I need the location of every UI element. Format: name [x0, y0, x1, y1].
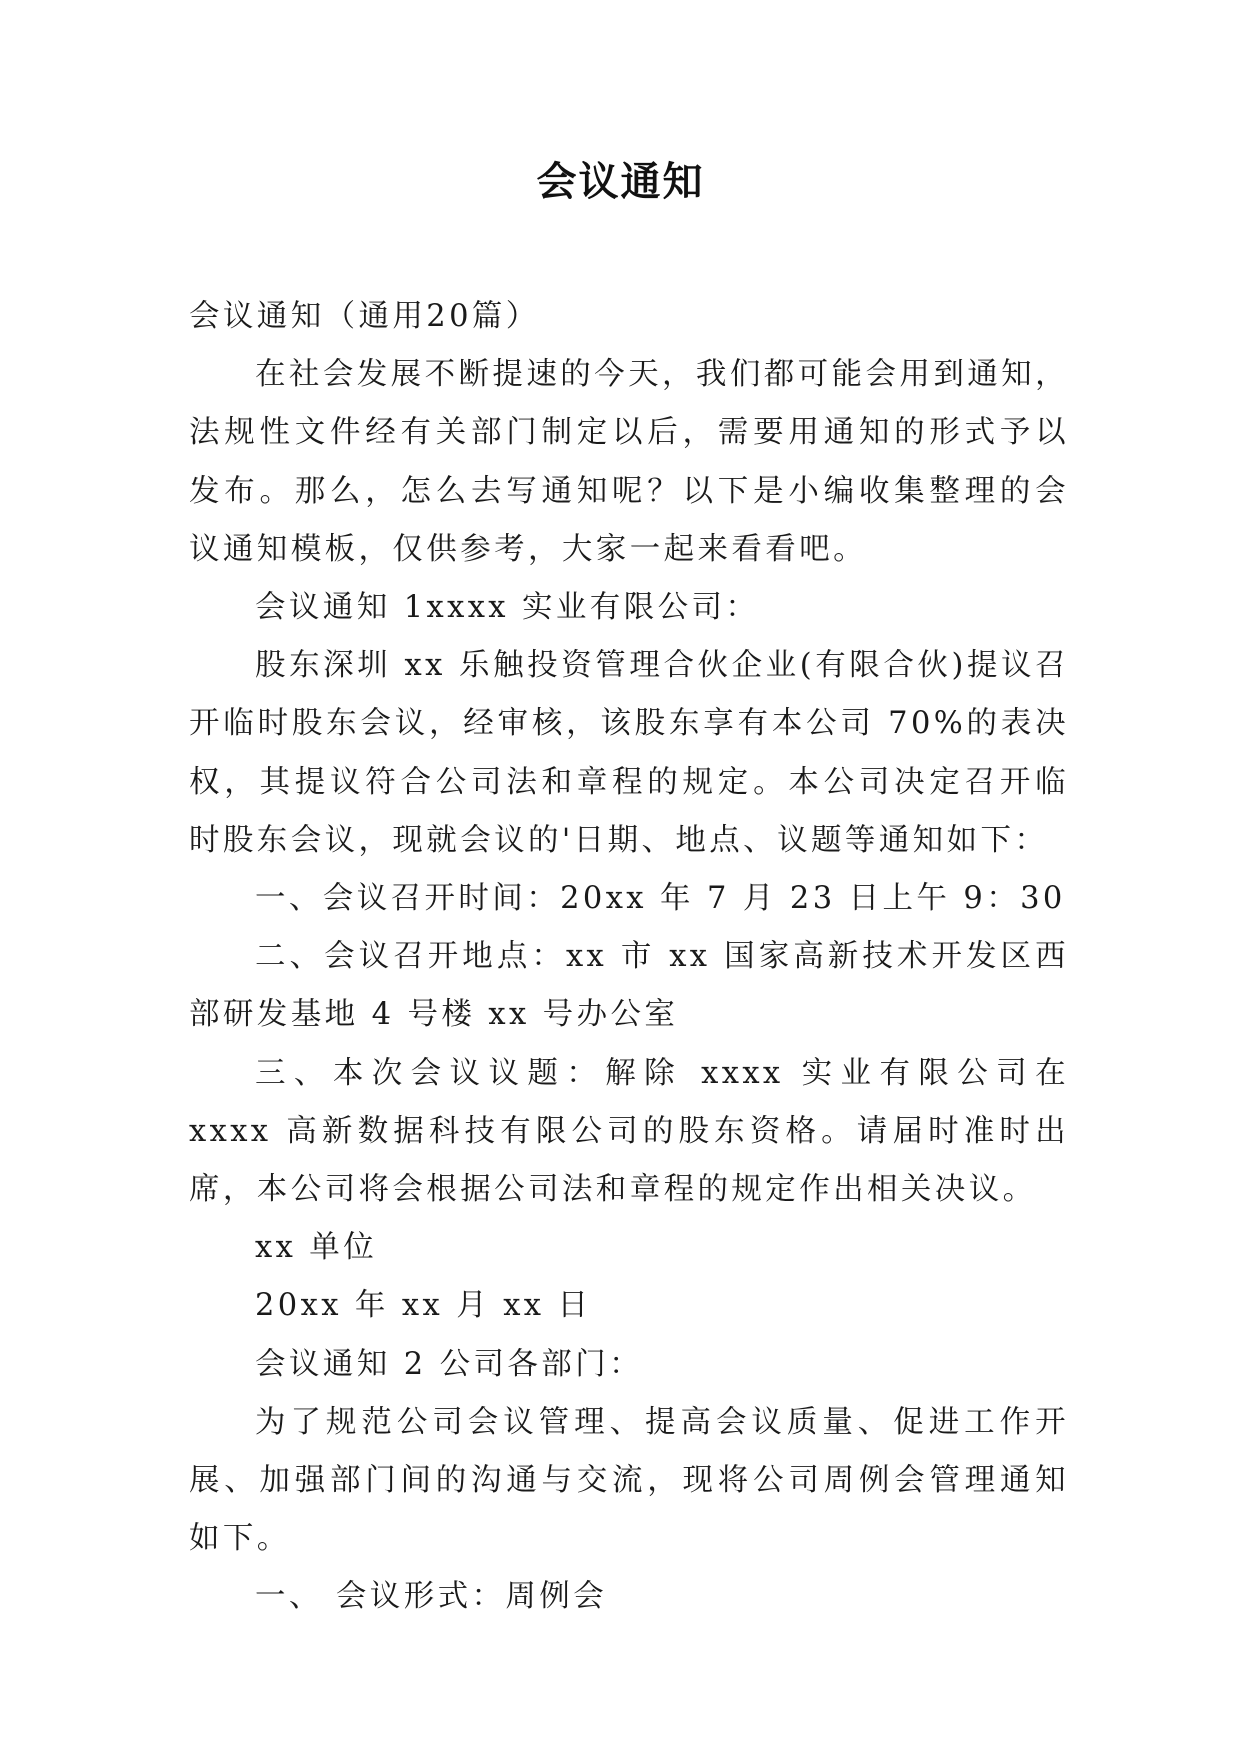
paragraph-notice-2-body: 为了规范公司会议管理、提高会议质量、促进工作开展、加强部门间的沟通与交流，现将公司周例会管理通知如下。 — [189, 1404, 1069, 1557]
document-body — [189, 288, 1069, 1627]
paragraph-notice-2-heading: 会议通知 2 公司各部门： — [255, 1346, 643, 1382]
paragraph-notice-1-heading: 会议通知 1xxxx 实业有限公司： — [255, 590, 760, 626]
paragraph-meeting-form: 一、 会议形式：周例会 — [255, 1579, 608, 1615]
paragraph-meeting-topic: 三、本次会议议题：解除 xxxx 实业有限公司在 xxxx 高新数据科技有限公司的股东资格。请届时准时出席，本公司将会根据公司法和章程的规定作出相关决议。 — [189, 1055, 1069, 1208]
paragraph-intro: 在社会发展不断提速的今天，我们都可能会用到通知，法规性文件经有关部门制定以后，需要用通知的形式予以发布。那么，怎么去写通知呢？以下是小编收集整理的会议通知模板，仅供参考，大家一起来看看吧。 — [189, 357, 1069, 567]
paragraph-meeting-time: 一、会议召开时间：20xx 年 7 月 23 日上午 9：30 — [255, 881, 1066, 917]
paragraph-signature-date: 20xx 年 xx 月 xx 日 — [255, 1288, 592, 1324]
paragraph-notice-1-body: 股东深圳 xx 乐触投资管理合伙企业(有限合伙)提议召开临时股东会议，经审核，该股东享有本公司 70%的表决权，其提议符合公司法和章程的规定。本公司决定召开临时股东会议，现就会议的'日期、地点、议题等通知如下： — [189, 648, 1069, 858]
document-title: 会议通知 — [536, 159, 705, 205]
paragraph-subtitle: 会议通知（通用20篇） — [189, 299, 540, 334]
paragraph-meeting-location: 二、会议召开地点：xx 市 xx 国家高新技术开发区西部研发基地 4 号楼 xx 号办公室 — [189, 939, 1069, 1033]
paragraph-signature-unit: xx 单位 — [255, 1230, 378, 1266]
